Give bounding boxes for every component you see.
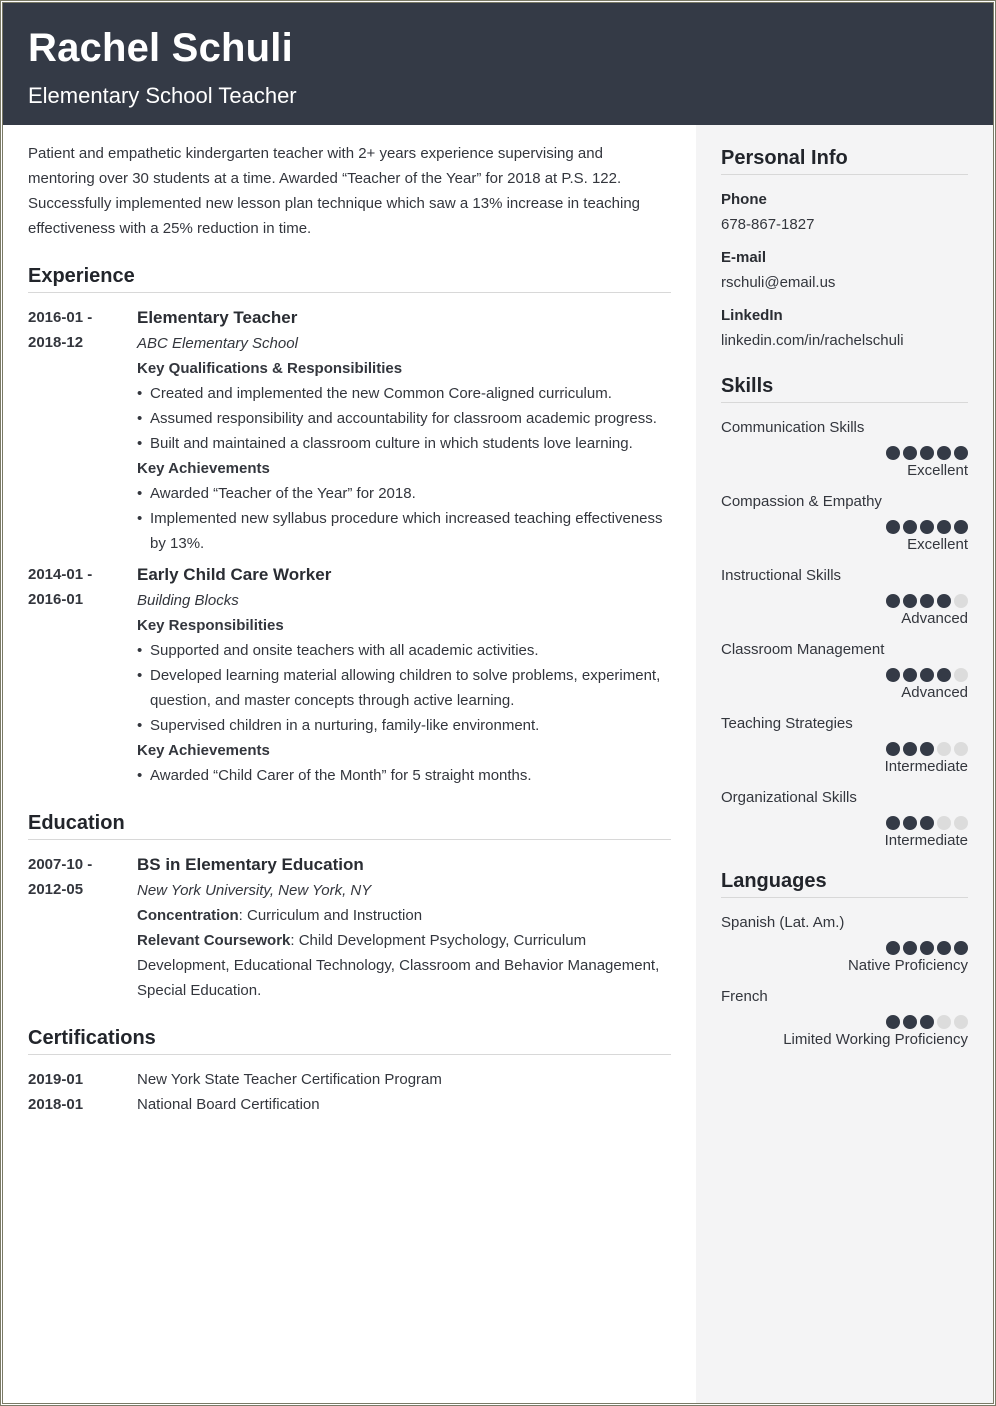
- filled-dot-icon: [920, 594, 934, 608]
- filled-dot-icon: [886, 594, 900, 608]
- filled-dot-icon: [886, 941, 900, 955]
- rated-item-name: French: [721, 988, 768, 1005]
- entry-body: [137, 562, 671, 788]
- rating-dots: [721, 816, 968, 830]
- bullet-list: [137, 763, 671, 788]
- cert-name: National Board Certification: [137, 1096, 320, 1113]
- rating-dots: [721, 446, 968, 460]
- filled-dot-icon: [903, 1015, 917, 1029]
- list-item: • Supported and onsite teachers with all academic activities.: [137, 638, 671, 663]
- email-value: rschuli@email.us: [721, 274, 836, 291]
- skills-section: [721, 373, 968, 852]
- empty-dot-icon: [954, 742, 968, 756]
- rated-item: [721, 563, 968, 630]
- rated-item: [721, 785, 968, 852]
- degree: BS in Elementary Education: [137, 855, 364, 874]
- rated-item-name: Organizational Skills: [721, 789, 857, 806]
- bullet-list: [137, 481, 671, 556]
- rating-dots: [721, 742, 968, 756]
- filled-dot-icon: [954, 446, 968, 460]
- certification-entry: [28, 1067, 671, 1092]
- linkedin-label: LinkedIn: [721, 307, 783, 324]
- job-title: Elementary Teacher: [137, 308, 298, 327]
- section-title-skills: Skills: [721, 373, 968, 403]
- coursework-label: Relevant Coursework: [137, 932, 291, 949]
- filled-dot-icon: [920, 816, 934, 830]
- job-title: Early Child Care Worker: [137, 565, 332, 584]
- rating-dots: [721, 668, 968, 682]
- personal-info-section: [721, 145, 968, 353]
- rated-item-level: Excellent: [907, 462, 968, 479]
- date-start: 2007-10 -: [28, 856, 93, 873]
- certification-entry: [28, 1092, 671, 1117]
- filled-dot-icon: [903, 816, 917, 830]
- rated-item-name: Communication Skills: [721, 419, 865, 436]
- date-end: 2018-12: [28, 334, 84, 351]
- rated-item: [721, 489, 968, 556]
- empty-dot-icon: [954, 1015, 968, 1029]
- list-item: • Awarded “Teacher of the Year” for 2018.: [137, 481, 671, 506]
- filled-dot-icon: [937, 668, 951, 682]
- rated-item-level: Advanced: [901, 684, 968, 701]
- list-item: • Awarded “Child Carer of the Month” for 5 straight months.: [137, 763, 671, 788]
- rated-item-name: Compassion & Empathy: [721, 493, 882, 510]
- experience-section: [28, 263, 671, 788]
- filled-dot-icon: [937, 941, 951, 955]
- coursework: [137, 928, 671, 1003]
- rated-item: [721, 711, 968, 778]
- list-item: • Supervised children in a nurturing, family-like environment.: [137, 713, 671, 738]
- list-item: • Developed learning material allowing children to solve problems, experiment, question, and master concepts through active learning.: [137, 663, 671, 713]
- section-title-languages: Languages: [721, 868, 968, 898]
- empty-dot-icon: [937, 1015, 951, 1029]
- filled-dot-icon: [886, 520, 900, 534]
- filled-dot-icon: [920, 668, 934, 682]
- coursework-value: : Child Development Psychology, Curriculum Development, Educational Technology, Classroom and Behavior Management, Special Education.: [137, 932, 660, 999]
- sidebar: [696, 125, 993, 1405]
- section-title-education: Education: [28, 810, 671, 840]
- filled-dot-icon: [954, 941, 968, 955]
- skills-list: [721, 415, 968, 852]
- experience-entry: [28, 305, 671, 556]
- filled-dot-icon: [937, 520, 951, 534]
- filled-dot-icon: [903, 941, 917, 955]
- filled-dot-icon: [937, 594, 951, 608]
- list-item: • Assumed responsibility and accountability for classroom academic progress.: [137, 406, 671, 431]
- filled-dot-icon: [937, 446, 951, 460]
- list-item: • Implemented new syllabus procedure which increased teaching effectiveness by 13%.: [137, 506, 671, 556]
- rated-item-name: Classroom Management: [721, 641, 885, 658]
- bullet-list: [137, 638, 671, 738]
- entry-date: [28, 562, 137, 788]
- rated-item: [721, 984, 968, 1051]
- rated-item-level: Excellent: [907, 536, 968, 553]
- subsection-heading: Key Responsibilities: [137, 617, 284, 634]
- rated-item-name: Instructional Skills: [721, 567, 842, 584]
- empty-dot-icon: [937, 816, 951, 830]
- empty-dot-icon: [937, 742, 951, 756]
- rated-item-level: Advanced: [901, 610, 968, 627]
- main-column: [28, 141, 671, 1117]
- summary: Patient and empathetic kindergarten teacher with 2+ years experience supervising and mentoring over 30 students at a time. Awarded “Teacher of the Year” for 2018 at P.S. 122. Successfully implemented new lesson plan technique which saw a 13% increase in teaching effectiveness with a 25% reduction in time.: [28, 145, 641, 237]
- rating-dots: [721, 1015, 968, 1029]
- certifications-section: [28, 1025, 671, 1117]
- date-start: 2014-01 -: [28, 566, 93, 583]
- email-label: E-mail: [721, 249, 767, 266]
- concentration: [137, 903, 671, 928]
- section-title-certifications: Certifications: [28, 1025, 671, 1055]
- filled-dot-icon: [920, 1015, 934, 1029]
- entry-date: [28, 852, 137, 1003]
- filled-dot-icon: [920, 742, 934, 756]
- entry-body: [137, 305, 671, 556]
- rated-item-level: Intermediate: [884, 832, 968, 849]
- filled-dot-icon: [920, 520, 934, 534]
- filled-dot-icon: [886, 446, 900, 460]
- subsection-heading: Key Achievements: [137, 460, 270, 477]
- concentration-value: : Curriculum and Instruction: [238, 907, 423, 924]
- rated-item-name: Spanish (Lat. Am.): [721, 914, 845, 931]
- date-start: 2016-01 -: [28, 309, 93, 326]
- entry-body: [137, 852, 671, 1003]
- filled-dot-icon: [903, 446, 917, 460]
- filled-dot-icon: [920, 941, 934, 955]
- filled-dot-icon: [903, 668, 917, 682]
- list-item: • Created and implemented the new Common Core-aligned curriculum.: [137, 381, 671, 406]
- rating-dots: [721, 520, 968, 534]
- filled-dot-icon: [886, 668, 900, 682]
- date-end: 2012-05: [28, 881, 84, 898]
- date-end: 2016-01: [28, 591, 84, 608]
- linkedin-value: linkedin.com/in/rachelschuli: [721, 332, 904, 349]
- rated-item: [721, 910, 968, 977]
- filled-dot-icon: [886, 1015, 900, 1029]
- filled-dot-icon: [903, 742, 917, 756]
- filled-dot-icon: [886, 816, 900, 830]
- cert-date: 2019-01: [28, 1071, 84, 1088]
- empty-dot-icon: [954, 816, 968, 830]
- rated-item-level: Limited Working Proficiency: [783, 1031, 968, 1048]
- empty-dot-icon: [954, 668, 968, 682]
- list-item: • Built and maintained a classroom culture in which students love learning.: [137, 431, 671, 456]
- candidate-title: Elementary School Teacher: [28, 83, 297, 108]
- filled-dot-icon: [903, 594, 917, 608]
- rated-item: [721, 415, 968, 482]
- entry-date: [28, 305, 137, 556]
- cert-date: 2018-01: [28, 1096, 84, 1113]
- empty-dot-icon: [954, 594, 968, 608]
- phone-value: 678-867-1827: [721, 216, 815, 233]
- cert-name: New York State Teacher Certification Program: [137, 1071, 442, 1088]
- phone-label: Phone: [721, 191, 767, 208]
- filled-dot-icon: [886, 742, 900, 756]
- section-title-experience: Experience: [28, 263, 671, 293]
- rated-item-level: Intermediate: [884, 758, 968, 775]
- school: New York University, New York, NY: [137, 882, 372, 899]
- education-entry: [28, 852, 671, 1003]
- concentration-label: Concentration: [137, 907, 239, 924]
- rated-item-level: Native Proficiency: [847, 957, 968, 974]
- filled-dot-icon: [903, 520, 917, 534]
- languages-section: [721, 868, 968, 1051]
- rating-dots: [721, 594, 968, 608]
- bullet-list: [137, 381, 671, 456]
- employer: Building Blocks: [137, 592, 239, 609]
- subsection-heading: Key Qualifications & Responsibilities: [137, 360, 403, 377]
- filled-dot-icon: [920, 446, 934, 460]
- rated-item: [721, 637, 968, 704]
- candidate-name: Rachel Schuli: [28, 26, 293, 70]
- filled-dot-icon: [954, 520, 968, 534]
- languages-list: [721, 910, 968, 1051]
- rated-item-name: Teaching Strategies: [721, 715, 853, 732]
- section-title-personal-info: Personal Info: [721, 145, 968, 175]
- experience-entry: [28, 562, 671, 788]
- employer: ABC Elementary School: [137, 335, 298, 352]
- subsection-heading: Key Achievements: [137, 742, 270, 759]
- education-section: [28, 810, 671, 1003]
- resume-header: [3, 3, 993, 125]
- rating-dots: [721, 941, 968, 955]
